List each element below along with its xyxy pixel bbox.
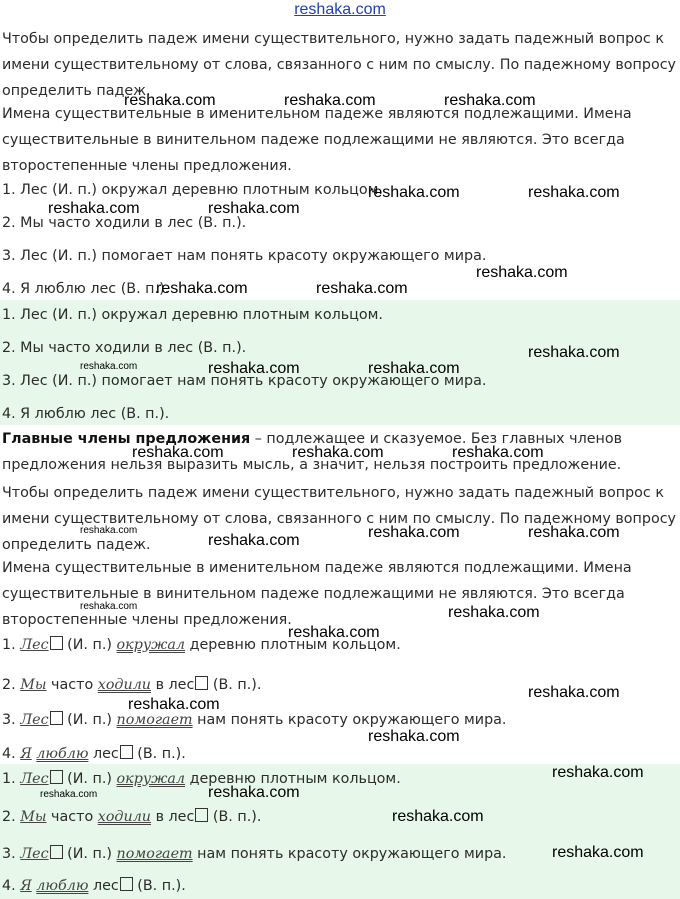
- sentence-2: 2. Мы часто ходили в лес (В. п.).: [2, 215, 247, 231]
- answer-sentence-1: 1. Лес (И. п.) окружал деревню плотным кольцом.: [2, 307, 383, 323]
- parsed-sentence-3: 3. Лес (И. п.) помогает нам понять красоту окружающего мира.: [2, 712, 507, 728]
- watermark: reshaka.com: [444, 92, 536, 109]
- sentence-4: 4. Я люблю лес (В. п.).: [2, 281, 170, 297]
- ending-box-icon: [50, 845, 63, 859]
- watermark: reshaka.com: [392, 808, 484, 825]
- predicate: ходили: [97, 677, 152, 693]
- parsed-sentence-1: 1. Лес (И. п.) окружал деревню плотным кольцом.: [2, 637, 401, 653]
- ending-box-icon: [50, 711, 63, 725]
- predicate: окружал: [116, 637, 186, 653]
- watermark: reshaka.com: [80, 525, 138, 536]
- answer-parsed-sentence-3: 3. Лес (И. п.) помогает нам понять красоту окружающего мира.: [2, 846, 507, 862]
- watermark: reshaka.com: [128, 696, 220, 713]
- parsed-sentence-4: 4. Я люблю лес (В. п.).: [2, 746, 186, 762]
- subject: Мы: [20, 677, 47, 693]
- subject: Я: [20, 746, 32, 762]
- predicate: окружал: [116, 771, 186, 787]
- watermark: reshaka.com: [368, 360, 460, 377]
- watermark: reshaka.com: [292, 444, 384, 461]
- subject: Мы: [20, 809, 47, 825]
- watermark: reshaka.com: [528, 344, 620, 361]
- watermark: reshaka.com: [208, 784, 300, 801]
- predicate: ходили: [97, 809, 152, 825]
- watermark: reshaka.com: [80, 601, 138, 612]
- watermark: reshaka.com: [552, 764, 644, 781]
- parsed-sentence-2: 2. Мы часто ходили в лес (В. п.).: [2, 677, 262, 693]
- answer-sentence-4: 4. Я люблю лес (В. п.).: [2, 406, 170, 422]
- watermark: reshaka.com: [208, 532, 300, 549]
- watermark: reshaka.com: [156, 280, 248, 297]
- watermark: reshaka.com: [316, 280, 408, 297]
- ending-box-icon: [120, 745, 133, 759]
- watermark: reshaka.com: [528, 684, 620, 701]
- watermark: reshaka.com: [132, 444, 224, 461]
- ending-box-icon: [195, 676, 208, 690]
- watermark: reshaka.com: [124, 92, 216, 109]
- watermark: reshaka.com: [48, 200, 140, 217]
- ending-box-icon: [195, 808, 208, 822]
- answer-parsed-sentence-2: 2. Мы часто ходили в лес (В. п.).: [2, 809, 262, 825]
- watermark: reshaka.com: [452, 444, 544, 461]
- predicate: помогает: [116, 846, 193, 862]
- watermark: reshaka.com: [552, 844, 644, 861]
- watermark: reshaka.com: [368, 728, 460, 745]
- watermark: reshaka.com: [368, 184, 460, 201]
- watermark: reshaka.com: [284, 92, 376, 109]
- subject-rule-paragraph: Имена существительные в именительном падеже являются подлежащими. Имена существительные в винительном падеже подлежащими не являются. Это всегда второстепенные члены предложения.: [2, 106, 632, 174]
- answer-sentence-2: 2. Мы часто ходили в лес (В. п.).: [2, 340, 247, 356]
- subject: Лес: [20, 712, 49, 728]
- answer-parsed-sentence-1: 1. Лес (И. п.) окружал деревню плотным кольцом.: [2, 771, 401, 787]
- watermark: reshaka.com: [368, 524, 460, 541]
- watermark: reshaka.com: [448, 604, 540, 621]
- watermark: reshaka.com: [208, 200, 300, 217]
- watermark: reshaka.com: [288, 624, 380, 641]
- main-members-definition: – подлежащее и сказуемое. Без главных членов предложения нельзя выразить мысль, а значит, нельзя построить предложение.: [2, 431, 623, 473]
- subject: Лес: [20, 846, 49, 862]
- case-rule-paragraph: Чтобы определить падеж имени существительного, нужно задать падежный вопрос к имени существительному от слова, связанного с ним по смыслу. По падежному вопросу определить падеж.: [2, 31, 677, 99]
- ending-box-icon: [120, 877, 133, 891]
- predicate: люблю: [36, 746, 89, 762]
- case-rule-paragraph-2: Чтобы определить падеж имени существительного, нужно задать падежный вопрос к имени существительному от слова, связанного с ним по смыслу. По падежному вопросу определить падеж.: [2, 485, 677, 553]
- watermark: reshaka.com: [80, 361, 138, 372]
- ending-box-icon: [50, 636, 63, 650]
- main-members-term: Главные члены предложения: [2, 431, 251, 447]
- subject: Лес: [20, 637, 49, 653]
- sentence-3: 3. Лес (И. п.) помогает нам понять красоту окружающего мира.: [2, 248, 487, 264]
- subject-rule-paragraph-2: Имена существительные в именительном падеже являются подлежащими. Имена существительные в винительном падеже подлежащими не являются. Это всегда второстепенные члены предложения.: [2, 560, 632, 628]
- watermark: reshaka.com: [476, 264, 568, 281]
- answer-sentence-3: 3. Лес (И. п.) помогает нам понять красоту окружающего мира.: [2, 373, 487, 389]
- watermark: reshaka.com: [528, 184, 620, 201]
- predicate: помогает: [116, 712, 193, 728]
- site-header-link[interactable]: reshaka.com: [294, 1, 386, 18]
- sentence-1: 1. Лес (И. п.) окружал деревню плотным кольцом.: [2, 182, 383, 198]
- predicate: люблю: [36, 878, 89, 894]
- answer-parsed-sentence-4: 4. Я люблю лес (В. п.).: [2, 878, 186, 894]
- ending-box-icon: [50, 770, 63, 784]
- subject: Лес: [20, 771, 49, 787]
- watermark: reshaka.com: [528, 524, 620, 541]
- watermark: reshaka.com: [208, 360, 300, 377]
- watermark: reshaka.com: [40, 789, 98, 800]
- subject: Я: [20, 878, 32, 894]
